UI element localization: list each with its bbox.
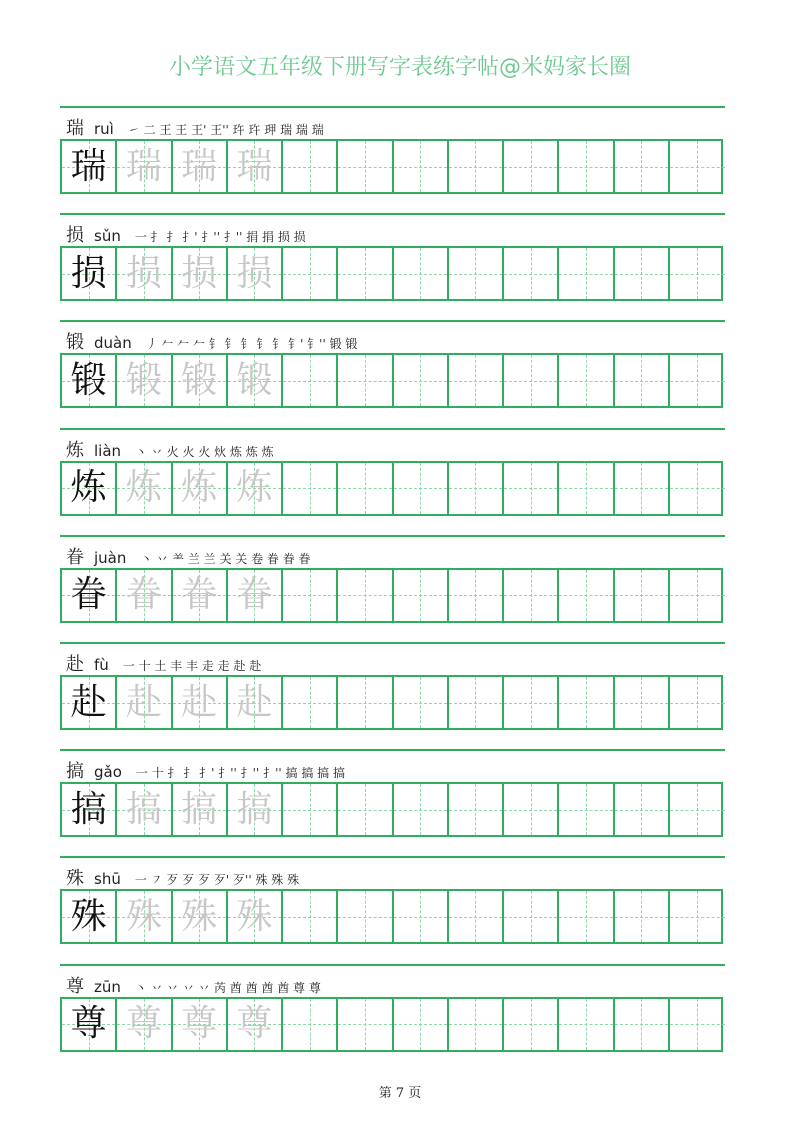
model-character: 炼 — [70, 467, 107, 509]
trace-character: 尊 — [181, 1003, 218, 1045]
guide-line-vertical — [365, 355, 366, 406]
grid-cell[interactable] — [173, 570, 228, 621]
grid-cell[interactable] — [228, 463, 283, 514]
guide-line-vertical — [586, 784, 587, 835]
guide-line-vertical — [641, 463, 642, 514]
grid-cell[interactable] — [117, 248, 172, 299]
guide-line-vertical — [365, 463, 366, 514]
guide-line-vertical — [697, 891, 698, 942]
guide-line-vertical — [420, 891, 421, 942]
guide-line-vertical — [586, 463, 587, 514]
pinyin-label: fù — [94, 656, 109, 674]
grid-cell[interactable] — [615, 784, 670, 835]
trace-character: 瑞 — [125, 145, 162, 187]
grid-cell[interactable] — [338, 677, 393, 728]
guide-line-vertical — [365, 570, 366, 621]
row-divider — [60, 749, 725, 751]
row-divider — [60, 106, 725, 108]
guide-line-vertical — [586, 677, 587, 728]
trace-character: 殊 — [125, 895, 162, 937]
grid-cell[interactable] — [394, 891, 449, 942]
trace-character: 眷 — [125, 574, 162, 616]
trace-character: 瑞 — [181, 145, 218, 187]
grid-cell[interactable] — [670, 463, 725, 514]
grid-cell[interactable] — [394, 141, 449, 192]
trace-character: 搞 — [181, 788, 218, 830]
model-character: 瑞 — [70, 145, 107, 187]
guide-line-vertical — [310, 248, 311, 299]
char-info — [66, 221, 306, 249]
pinyin-label: shū — [94, 870, 121, 889]
grid-cell[interactable] — [670, 570, 725, 621]
grid-cell[interactable] — [449, 570, 504, 621]
grid-cell[interactable] — [670, 248, 725, 299]
grid-cell[interactable] — [283, 463, 338, 514]
guide-line-vertical — [531, 891, 532, 942]
grid-cell[interactable] — [504, 570, 559, 621]
guide-line-vertical — [475, 891, 476, 942]
grid-cell[interactable] — [449, 999, 504, 1050]
stroke-order: 一 扌 扌 扌' 扌'' 扌'' 捐 捐 损 损 — [134, 230, 306, 245]
grid-cell[interactable] — [62, 891, 117, 942]
grid-cell[interactable] — [559, 463, 614, 514]
pinyin-label: zūn — [94, 977, 121, 996]
grid-cell[interactable] — [394, 355, 449, 406]
trace-character: 炼 — [125, 467, 162, 509]
grid-cell[interactable] — [615, 999, 670, 1050]
char-label: 炼 — [66, 439, 84, 461]
grid-cell[interactable] — [504, 784, 559, 835]
pinyin-label: duàn — [94, 334, 132, 353]
guide-line-vertical — [531, 784, 532, 835]
grid-cell[interactable] — [228, 999, 283, 1050]
practice-row — [0, 856, 800, 951]
guide-line-vertical — [365, 248, 366, 299]
grid-cell[interactable] — [117, 999, 172, 1050]
grid-cell[interactable] — [338, 570, 393, 621]
grid-cell[interactable] — [449, 891, 504, 942]
practice-row — [0, 106, 800, 201]
grid-cell[interactable] — [173, 355, 228, 406]
grid-cell[interactable] — [117, 141, 172, 192]
grid-cell[interactable] — [394, 999, 449, 1050]
guide-line-vertical — [697, 248, 698, 299]
guide-line-vertical — [420, 677, 421, 728]
grid-cell[interactable] — [228, 248, 283, 299]
guide-line-vertical — [641, 248, 642, 299]
grid-cell[interactable] — [449, 248, 504, 299]
grid-cell[interactable] — [62, 355, 117, 406]
grid-cell[interactable] — [615, 355, 670, 406]
grid-cell[interactable] — [283, 677, 338, 728]
trace-character: 赴 — [125, 681, 162, 723]
grid-cell[interactable] — [117, 355, 172, 406]
guide-line-vertical — [475, 570, 476, 621]
grid-cell[interactable] — [504, 891, 559, 942]
guide-line-vertical — [586, 248, 587, 299]
guide-line-vertical — [475, 999, 476, 1050]
trace-character: 尊 — [236, 1003, 273, 1045]
grid-cell[interactable] — [283, 355, 338, 406]
guide-line-vertical — [365, 784, 366, 835]
guide-line-vertical — [420, 141, 421, 192]
guide-line-vertical — [531, 248, 532, 299]
writing-grid — [60, 461, 723, 516]
grid-cell[interactable] — [559, 355, 614, 406]
char-label: 损 — [66, 225, 84, 247]
char-info — [66, 543, 311, 571]
grid-cell[interactable] — [117, 784, 172, 835]
grid-cell[interactable] — [615, 141, 670, 192]
trace-character: 眷 — [181, 574, 218, 616]
grid-cell[interactable] — [283, 570, 338, 621]
pinyin-label: juàn — [94, 548, 127, 567]
guide-line-vertical — [420, 463, 421, 514]
grid-cell[interactable] — [283, 248, 338, 299]
trace-character: 眷 — [236, 574, 273, 616]
row-divider — [60, 320, 725, 322]
grid-cell[interactable] — [449, 355, 504, 406]
grid-cell[interactable] — [559, 784, 614, 835]
row-divider — [60, 964, 725, 966]
char-info — [66, 972, 321, 1000]
grid-cell[interactable] — [62, 141, 117, 192]
stroke-order: 丿 𠂉 𠂉 𠂉 钅 钅 钅 钅 钅 钅' 钅'' 锻 锻 — [145, 337, 358, 352]
grid-cell[interactable] — [228, 355, 283, 406]
stroke-order: 丶 丷 丷 丷 丷 芮 酋 酋 酋 酋 尊 尊 — [134, 980, 321, 995]
guide-line-vertical — [531, 355, 532, 406]
grid-cell[interactable] — [62, 248, 117, 299]
grid-cell[interactable] — [504, 248, 559, 299]
char-info — [66, 114, 324, 142]
guide-line-vertical — [586, 141, 587, 192]
grid-cell[interactable] — [394, 570, 449, 621]
grid-cell[interactable] — [283, 891, 338, 942]
guide-line-vertical — [531, 463, 532, 514]
guide-line-vertical — [365, 677, 366, 728]
trace-character: 搞 — [125, 788, 162, 830]
char-info — [66, 436, 274, 464]
guide-line-vertical — [310, 355, 311, 406]
char-label: 搞 — [66, 761, 84, 783]
char-label: 瑞 — [66, 118, 84, 139]
writing-grid — [60, 568, 723, 623]
grid-cell[interactable] — [615, 891, 670, 942]
grid-cell[interactable] — [173, 463, 228, 514]
grid-cell[interactable] — [449, 141, 504, 192]
grid-cell[interactable] — [449, 784, 504, 835]
grid-cell[interactable] — [283, 999, 338, 1050]
writing-grid — [60, 353, 723, 408]
grid-cell[interactable] — [615, 570, 670, 621]
grid-cell[interactable] — [670, 891, 725, 942]
grid-cell[interactable] — [504, 355, 559, 406]
guide-line-vertical — [697, 355, 698, 406]
trace-character: 锻 — [236, 359, 273, 401]
char-label: 赴 — [66, 654, 84, 675]
guide-line-vertical — [475, 677, 476, 728]
guide-line-vertical — [697, 784, 698, 835]
grid-cell[interactable] — [228, 570, 283, 621]
practice-row — [0, 535, 800, 630]
char-info — [66, 864, 299, 892]
guide-line-vertical — [365, 891, 366, 942]
model-character: 尊 — [70, 1003, 107, 1045]
grid-cell[interactable] — [173, 141, 228, 192]
char-label: 殊 — [66, 868, 84, 890]
guide-line-vertical — [475, 463, 476, 514]
grid-cell[interactable] — [670, 355, 725, 406]
page-footer: 第 7 页 — [378, 1086, 422, 1101]
model-character: 赴 — [70, 681, 107, 723]
writing-grid — [60, 782, 723, 837]
grid-cell[interactable] — [394, 248, 449, 299]
guide-line-vertical — [697, 463, 698, 514]
guide-line-vertical — [420, 999, 421, 1050]
grid-cell[interactable] — [228, 784, 283, 835]
guide-line-vertical — [586, 570, 587, 621]
grid-cell[interactable] — [117, 677, 172, 728]
model-character: 殊 — [70, 895, 107, 937]
guide-line-vertical — [420, 784, 421, 835]
guide-line-vertical — [697, 141, 698, 192]
practice-row — [0, 213, 800, 308]
grid-cell[interactable] — [394, 784, 449, 835]
grid-cell[interactable] — [338, 999, 393, 1050]
guide-line-vertical — [641, 141, 642, 192]
grid-cell[interactable] — [559, 248, 614, 299]
char-info — [66, 650, 261, 678]
guide-line-vertical — [310, 141, 311, 192]
grid-cell[interactable] — [504, 999, 559, 1050]
guide-line-vertical — [310, 999, 311, 1050]
guide-line-vertical — [586, 999, 587, 1050]
guide-line-vertical — [531, 677, 532, 728]
trace-character: 瑞 — [236, 145, 273, 187]
grid-cell[interactable] — [670, 677, 725, 728]
grid-cell[interactable] — [228, 891, 283, 942]
pinyin-label: sǔn — [94, 227, 121, 246]
writing-grid — [60, 889, 723, 944]
model-character: 损 — [70, 252, 107, 294]
grid-cell[interactable] — [117, 463, 172, 514]
guide-line-vertical — [531, 570, 532, 621]
guide-line-vertical — [310, 677, 311, 728]
trace-character: 炼 — [181, 467, 218, 509]
grid-cell[interactable] — [504, 463, 559, 514]
guide-line-vertical — [531, 141, 532, 192]
grid-cell[interactable] — [173, 677, 228, 728]
grid-cell[interactable] — [615, 677, 670, 728]
practice-row — [0, 320, 800, 415]
guide-line-vertical — [697, 999, 698, 1050]
grid-cell[interactable] — [62, 999, 117, 1050]
page-title: 小学语文五年级下册写字表练字帖@米妈家长圈 — [168, 55, 631, 80]
grid-cell[interactable] — [394, 463, 449, 514]
pinyin-label: liàn — [94, 441, 122, 460]
practice-row — [0, 642, 800, 737]
writing-grid — [60, 997, 723, 1052]
grid-cell[interactable] — [283, 784, 338, 835]
guide-line-vertical — [697, 677, 698, 728]
stroke-order: 一 十 扌 扌 扌' 扌'' 扌'' 扌'' 搞 搞 搞 搞 — [135, 766, 345, 781]
grid-cell[interactable] — [670, 999, 725, 1050]
guide-line-vertical — [420, 355, 421, 406]
grid-cell[interactable] — [338, 248, 393, 299]
row-divider — [60, 856, 725, 858]
guide-line-vertical — [641, 355, 642, 406]
guide-line-vertical — [365, 141, 366, 192]
stroke-order: 丶 丷 火 火 火 炏 炼 炼 炼 — [135, 444, 274, 459]
grid-cell[interactable] — [338, 355, 393, 406]
row-divider — [60, 428, 725, 430]
writing-grid — [60, 675, 723, 730]
row-divider — [60, 213, 725, 215]
char-info — [66, 328, 357, 356]
model-character: 锻 — [70, 359, 107, 401]
guide-line-vertical — [641, 999, 642, 1050]
writing-grid — [60, 139, 723, 194]
stroke-order: ㇀ 二 王 王 王' 王'' 玝 玝 玾 瑞 瑞 瑞 — [127, 123, 324, 137]
trace-character: 锻 — [181, 359, 218, 401]
grid-cell[interactable] — [62, 677, 117, 728]
grid-cell[interactable] — [615, 463, 670, 514]
grid-cell[interactable] — [117, 570, 172, 621]
trace-character: 殊 — [181, 895, 218, 937]
trace-character: 尊 — [125, 1003, 162, 1045]
guide-line-vertical — [531, 999, 532, 1050]
model-character: 眷 — [70, 574, 107, 616]
practice-row — [0, 428, 800, 523]
guide-line-vertical — [641, 784, 642, 835]
row-divider — [60, 642, 725, 644]
stroke-order: 一 十 土 丰 丰 走 走 赴 赴 — [122, 659, 262, 673]
grid-cell[interactable] — [504, 677, 559, 728]
grid-cell[interactable] — [670, 784, 725, 835]
grid-cell[interactable] — [670, 141, 725, 192]
grid-cell[interactable] — [62, 463, 117, 514]
trace-character: 赴 — [181, 681, 218, 723]
char-label: 眷 — [66, 546, 84, 568]
grid-cell[interactable] — [394, 677, 449, 728]
guide-line-vertical — [586, 355, 587, 406]
grid-cell[interactable] — [338, 463, 393, 514]
grid-cell[interactable] — [338, 141, 393, 192]
pinyin-label: ruì — [94, 120, 114, 138]
trace-character: 损 — [125, 252, 162, 294]
grid-cell[interactable] — [228, 141, 283, 192]
char-info — [66, 757, 345, 785]
guide-line-vertical — [586, 891, 587, 942]
grid-cell[interactable] — [449, 463, 504, 514]
row-divider — [60, 535, 725, 537]
guide-line-vertical — [310, 891, 311, 942]
trace-character: 赴 — [236, 681, 273, 723]
guide-line-vertical — [475, 355, 476, 406]
guide-line-vertical — [310, 570, 311, 621]
trace-character: 殊 — [236, 895, 273, 937]
trace-character: 搞 — [236, 788, 273, 830]
grid-cell[interactable] — [559, 891, 614, 942]
grid-cell[interactable] — [173, 784, 228, 835]
grid-cell[interactable] — [338, 784, 393, 835]
grid-cell[interactable] — [615, 248, 670, 299]
char-label: 锻 — [66, 332, 84, 354]
grid-cell[interactable] — [173, 248, 228, 299]
guide-line-vertical — [475, 248, 476, 299]
grid-cell[interactable] — [559, 999, 614, 1050]
guide-line-vertical — [420, 248, 421, 299]
grid-cell[interactable] — [338, 891, 393, 942]
trace-character: 锻 — [125, 359, 162, 401]
grid-cell[interactable] — [173, 891, 228, 942]
guide-line-vertical — [420, 570, 421, 621]
guide-line-vertical — [641, 891, 642, 942]
grid-cell[interactable] — [283, 141, 338, 192]
grid-cell[interactable] — [228, 677, 283, 728]
guide-line-vertical — [310, 463, 311, 514]
guide-line-vertical — [475, 784, 476, 835]
grid-cell[interactable] — [62, 784, 117, 835]
trace-character: 炼 — [236, 467, 273, 509]
trace-character: 损 — [236, 252, 273, 294]
grid-cell[interactable] — [62, 570, 117, 621]
practice-row — [0, 964, 800, 1059]
guide-line-vertical — [365, 999, 366, 1050]
stroke-order: 丶 丷 ⺷ 兰 兰 关 关 卷 眷 眷 眷 — [140, 551, 311, 566]
guide-line-vertical — [641, 677, 642, 728]
pinyin-label: gǎo — [94, 763, 122, 782]
guide-line-vertical — [697, 570, 698, 621]
guide-line-vertical — [310, 784, 311, 835]
model-character: 搞 — [70, 788, 107, 830]
grid-cell[interactable] — [559, 677, 614, 728]
writing-grid — [60, 246, 723, 301]
grid-cell[interactable] — [504, 141, 559, 192]
stroke-order: 一 ㇇ 歹 歹 歹 歹' 歹'' 殊 殊 殊 — [134, 873, 300, 888]
trace-character: 损 — [181, 252, 218, 294]
grid-cell[interactable] — [559, 570, 614, 621]
char-label: 尊 — [66, 975, 84, 997]
grid-cell[interactable] — [449, 677, 504, 728]
practice-row — [0, 749, 800, 844]
guide-line-vertical — [475, 141, 476, 192]
grid-cell[interactable] — [559, 141, 614, 192]
grid-cell[interactable] — [117, 891, 172, 942]
grid-cell[interactable] — [173, 999, 228, 1050]
guide-line-vertical — [641, 570, 642, 621]
